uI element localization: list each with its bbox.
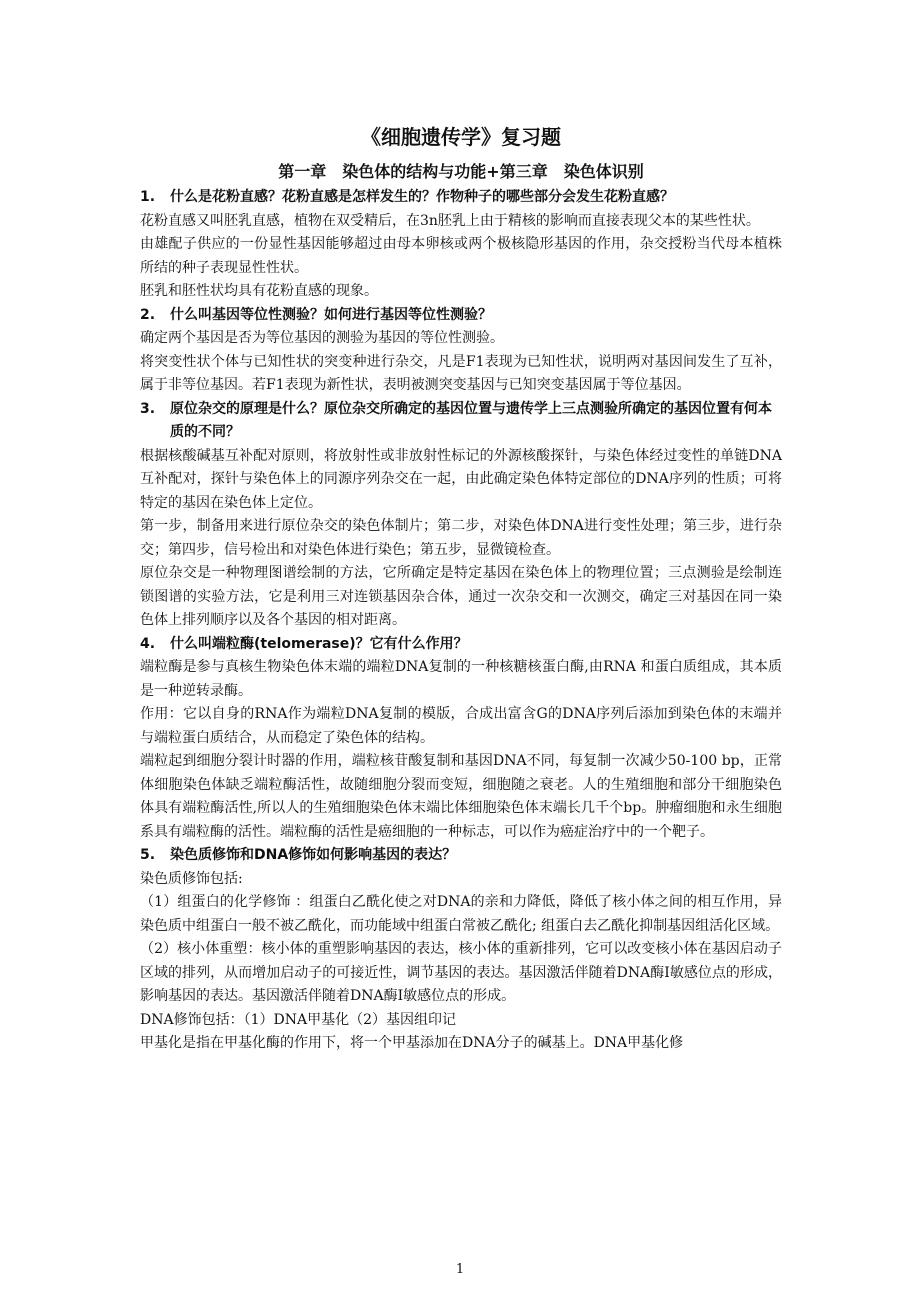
chapter-heading: 第一章 染色体的结构与功能+第三章 染色体识别: [278, 162, 644, 181]
answer-paragraph: 确定两个基因是否为等位基因的测验为基因的等位性测验。: [140, 330, 504, 346]
question-text: 染色质修饰和DNA修饰如何影响基因的表达？: [170, 847, 457, 863]
answer-paragraph: 花粉直感又叫胚乳直感，植物在双受精后，在3n胚乳上由于精核的影响而直接表现父本的某些性状。: [140, 212, 760, 229]
page-number: 1: [455, 1262, 465, 1277]
answer-paragraph: DNA修饰包括：（1）DNA甲基化（2）基因组印记: [140, 1011, 456, 1028]
answer-paragraph: 原位杂交是一种物理图谱绘制的方法，它所确定是特定基因在染色体上的物理位置；三点测验是绘制连锁图谱的实验方法，它是利用三对连锁基因杂合体，通过一次杂交和一次测交，确定三对基因在同一染色体上排列顺序以及各个基因的相对距离。: [140, 565, 782, 628]
question-number: 3.: [140, 400, 156, 417]
question-text: 什么叫端粒酶(telomerase)？它有什么作用？: [170, 635, 468, 652]
answer-paragraph: 染色质修饰包括:: [140, 870, 243, 887]
question-number: 5.: [140, 847, 156, 863]
question-text: 原位杂交的原理是什么？原位杂交所确定的基因位置与遗传学上三点测验所确定的基因位置有何本质的不同？: [170, 400, 772, 440]
question-text: 什么是花粉直感？花粉直感是怎样发生的？作物种子的哪些部分会发生花粉直感？: [170, 189, 674, 205]
answer-paragraph: 将突变性状个体与已知性状的突变种进行杂交，凡是F1表现为已知性状，说明两对基因间发生了互补，属于非等位基因。若F1表现为新性状，表明被测突变基因与已知突变基因属于等位基因。: [140, 353, 782, 393]
answer-paragraph: （2）核小体重塑：核小体的重塑影响基因的表达，核小体的重新排列，它可以改变核小体在基因启动子区域的排列，从而增加启动子的可接近性，调节基因的表达。基因激活伴随着DNA酶I敏感位点的形成，影响基因的表达。基因激活伴随着DNA酶I敏感位点的形成。: [140, 941, 782, 1004]
answer-paragraph: 甲基化是指在甲基化酶的作用下，将一个甲基添加在DNA分子的碱基上。DNA甲基化修: [140, 1035, 684, 1051]
answer-paragraph: 作用：它以自身的RNA作为端粒DNA复制的模版，合成出富含G的DNA序列后添加到染色体的末端并与端粒蛋白质结合，从而稳定了染色体的结构。: [140, 706, 782, 746]
answer-paragraph: 胚乳和胚性状均具有花粉直感的现象。: [140, 283, 378, 299]
question-text: 什么叫基因等位性测验？如何进行基因等位性测验？: [170, 306, 492, 323]
document-title: 《细胞遗传学》复习题: [361, 125, 561, 149]
answer-paragraph: 根据核酸碱基互补配对原则，将放射性或非放射性标记的外源核酸探针，与染色体经过变性的单链DNA互补配对，探针与染色体上的同源序列杂交在一起，由此确定染色体特定部位的DNA序列的性质；可将特定的基因在染色体上定位。: [140, 447, 782, 511]
answer-paragraph: （1）组蛋白的化学修饰 ：组蛋白乙酰化使之对DNA的亲和力降低，降低了核小体之间的相互作用，异染色质中组蛋白一般不被乙酰化，而功能域中组蛋白常被乙酰化; 组蛋白去乙酰化抑制基因组活化区域。: [140, 894, 782, 934]
answer-paragraph: 第一步，制备用来进行原位杂交的染色体制片；第二步，对染色体DNA进行变性处理；第三步，进行杂交；第四步，信号检出和对染色体进行染色；第五步，显微镜检查。: [140, 518, 782, 558]
question-heading: [140, 633, 782, 657]
answer-paragraph: 由雄配子供应的一份显性基因能够超过由母本卵核或两个极核隐形基因的作用，杂交授粉当代母本植株所结的种子表现显性性状。: [140, 236, 782, 276]
answer-paragraph: 端粒起到细胞分裂计时器的作用，端粒核苷酸复制和基因DNA不同，每复制一次减少50-100 bp，正常体细胞染色体缺乏端粒酶活性，故随细胞分裂而变短，细胞随之衰老。人的生殖细胞和部分干细胞染色体具有端粒酶活性,所以人的生殖细胞染色体末端比体细胞染色体末端长几千个bp。肿瘤细胞和永生细胞系具有端粒酶的活性。端粒酶的活性是癌细胞的一种标志，可以作为癌症治疗中的一个靶子。: [140, 753, 782, 840]
question-heading: [140, 844, 782, 868]
question-heading: [140, 186, 782, 210]
document-body: [140, 122, 782, 1056]
question-number: 2.: [140, 306, 156, 323]
answer-paragraph: 端粒酶是参与真核生物染色体末端的端粒DNA复制的一种核糖核蛋白酶,由RNA 和蛋白质组成，其本质是一种逆转录酶。: [140, 659, 782, 699]
question-number: 1.: [140, 189, 156, 205]
question-heading: [140, 398, 782, 445]
question-heading: [140, 304, 782, 328]
question-number: 4.: [140, 635, 156, 652]
